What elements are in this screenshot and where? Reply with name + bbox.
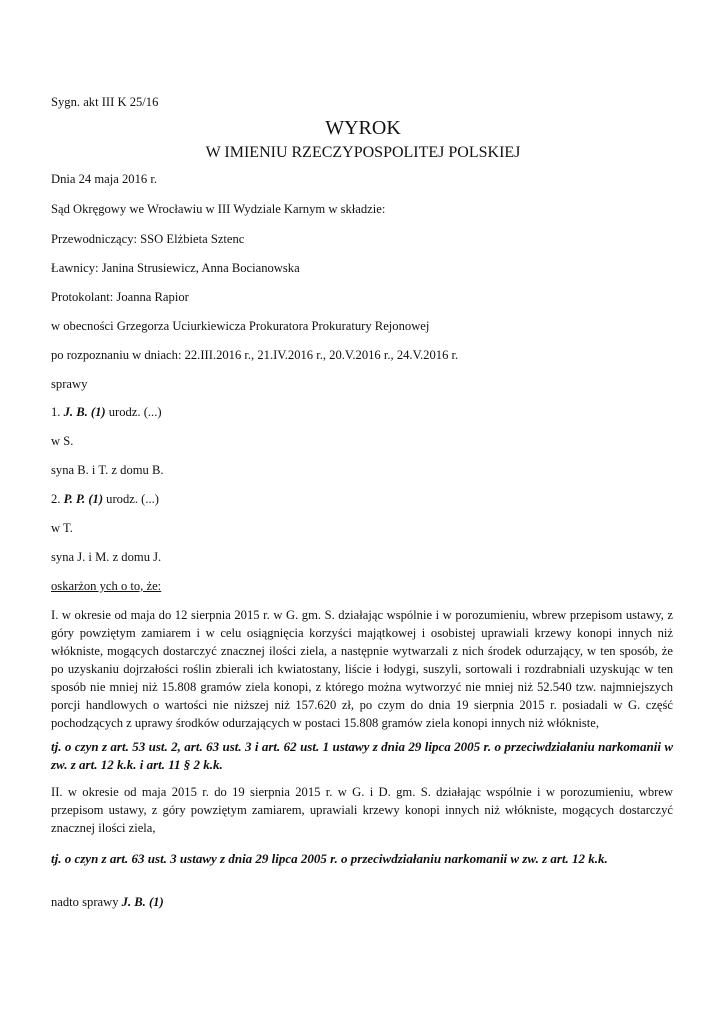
charge-1: I. w okresie od maja do 12 sierpnia 2015 r. w G. gm. S. działając wspólnie i w porozumieniu, wbrew przepisom ustawy, z góry powziętym zamiarem i w celu osiągnięcia korzyści majątkowej i osobistej uprawiali krzewy konopi innych niż włókniste, mogących dostarczyć znacznej ilości ziela, a następnie wytwarzali z nich środek odurzający, w ten sposób, że po uzyskaniu dojrzałości roślin zbierali ich kwiatostany, liście i łodygi, suszyli, sortowali i rozdrabniali uzyskując w ten sposób nie mniej niż 15.808 gramów ziela konopi, z którego można wytworzyć nie mniej niż 52.540 tzw. najmniejszych porcji handlowych o wartości nie niższej niż 157.620 zł, po czym do dnia 19 sierpnia 2015 r. posiadali w G. część pochodzących z uprawy środków odurzających w postaci 15.808 gramów ziela konopi innych niż włókniste, bbox=[51, 608, 673, 730]
defendant-1-number: 1. bbox=[51, 405, 64, 419]
defendant-2-born: urodz. (...) bbox=[103, 492, 159, 506]
defendant-1-parents: syna B. i T. z domu B. bbox=[51, 463, 164, 477]
lay-judges: Ławnicy: Janina Strusiewicz, Anna Bocianowska bbox=[51, 261, 300, 275]
closing-line bbox=[51, 896, 164, 909]
document-subtitle: W IMIENIU RZECZYPOSPOLITEJ POLSKIEJ bbox=[205, 144, 521, 161]
case-signature: Sygn. akt III K 25/16 bbox=[51, 95, 159, 109]
cases-label: sprawy bbox=[51, 377, 88, 391]
document-title: WYROK bbox=[325, 117, 401, 139]
accused-label: oskarżon ych o to, że: bbox=[51, 579, 162, 593]
prosecutor: w obecności Grzegorza Uciurkiewicza Prokuratora Prokuratury Rejonowej bbox=[51, 319, 430, 333]
hearing-dates: po rozpoznaniu w dniach: 22.III.2016 r., 21.IV.2016 r., 20.V.2016 r., 24.V.2016 r. bbox=[51, 348, 459, 362]
defendant-1-born: urodz. (...) bbox=[105, 405, 162, 419]
court-composition: Sąd Okręgowy we Wrocławiu w III Wydziale Karnym w składzie: bbox=[51, 202, 386, 216]
judgment-date: Dnia 24 maja 2016 r. bbox=[51, 172, 157, 186]
closing-name: J. B. (1) bbox=[121, 895, 164, 909]
charge-1-qualification: tj. o czyn z art. 53 ust. 2, art. 63 ust. 3 i art. 62 ust. 1 ustawy z dnia 29 lipca 2005 r. o przeciwdziałaniu narkomanii w zw. z art. 12 k.k. i art. 11 § 2 k.k. bbox=[51, 739, 673, 772]
defendant-2-number: 2. bbox=[51, 492, 64, 506]
defendant-1-place: w S. bbox=[51, 434, 74, 448]
defendant-2 bbox=[51, 493, 159, 506]
charge-2-qualification: tj. o czyn z art. 63 ust. 3 ustawy z dnia 29 lipca 2005 r. o przeciwdziałaniu narkomanii w zw. z art. 12 k.k. bbox=[51, 851, 608, 866]
defendant-2-name: P. P. (1) bbox=[63, 492, 104, 506]
defendant-1-name: J. B. (1) bbox=[63, 405, 106, 419]
defendant-2-parents: syna J. i M. z domu J. bbox=[51, 550, 162, 564]
defendant-1 bbox=[51, 406, 162, 419]
court-clerk: Protokolant: Joanna Rapior bbox=[51, 290, 189, 304]
defendant-2-place: w T. bbox=[51, 521, 73, 535]
closing-prefix: nadto sprawy bbox=[51, 895, 122, 909]
presiding-judge: Przewodniczący: SSO Elżbieta Sztenc bbox=[51, 232, 245, 246]
charge-2: II. w okresie od maja 2015 r. do 19 sierpnia 2015 r. w G. i D. gm. S. działając wspólnie i w porozumieniu, wbrew przepisom ustawy, z góry powziętym zamiarem, uprawiali krzewy konopi innych niż włókniste, mogących dostarczyć znacznej ilości ziela, bbox=[51, 785, 673, 835]
